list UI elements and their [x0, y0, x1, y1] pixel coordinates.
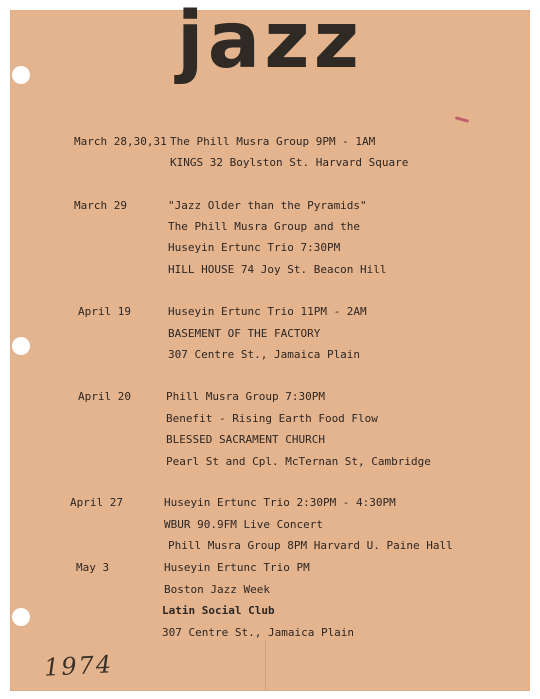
event-line: 307 Centre St., Jamaica Plain — [162, 626, 355, 639]
event-line: Latin Social Club — [162, 604, 275, 617]
event-line: Phill Musra Group 8PM Harvard U. Paine Hall — [168, 539, 453, 552]
event-line: Huseyin Ertunc Trio PM — [164, 561, 310, 574]
event-line: The Phill Musra Group and the — [168, 220, 361, 233]
event-line: Benefit - Rising Earth Food Flow — [166, 412, 378, 425]
event-line: HILL HOUSE 74 Joy St. Beacon Hill — [168, 263, 387, 276]
event-line: "Jazz Older than the Pyramids" — [168, 199, 367, 212]
event-line: Huseyin Ertunc Trio 7:30PM — [168, 241, 341, 254]
event-line: 307 Centre St., Jamaica Plain — [168, 348, 361, 361]
event-line: Pearl St and Cpl. McTernan St, Cambridge — [166, 455, 431, 468]
event-line: Phill Musra Group 7:30PM — [166, 390, 325, 403]
event-date: April 27 — [70, 496, 123, 509]
event-line: WBUR 90.9FM Live Concert — [164, 518, 323, 531]
paper-crease — [265, 640, 266, 691]
event-line: Huseyin Ertunc Trio 11PM - 2AM — [168, 305, 367, 318]
punch-hole — [12, 337, 30, 355]
event-line: The Phill Musra Group 9PM - 1AM — [170, 135, 376, 148]
event-line: Huseyin Ertunc Trio 2:30PM - 4:30PM — [164, 496, 396, 509]
page-title: jazz — [176, 0, 364, 86]
event-line: KINGS 32 Boylston St. Harvard Square — [170, 156, 409, 169]
event-date: May 3 — [76, 561, 110, 574]
event-date: April 19 — [78, 305, 131, 318]
event-line: BLESSED SACRAMENT CHURCH — [166, 433, 325, 446]
handwritten-year: 1974 — [43, 650, 114, 682]
event-date: March 28,30,31 — [74, 135, 167, 148]
event-date: April 20 — [78, 390, 131, 403]
event-line: BASEMENT OF THE FACTORY — [168, 327, 321, 340]
punch-hole — [12, 608, 30, 626]
event-line: Boston Jazz Week — [164, 583, 270, 596]
event-date: March 29 — [74, 199, 127, 212]
